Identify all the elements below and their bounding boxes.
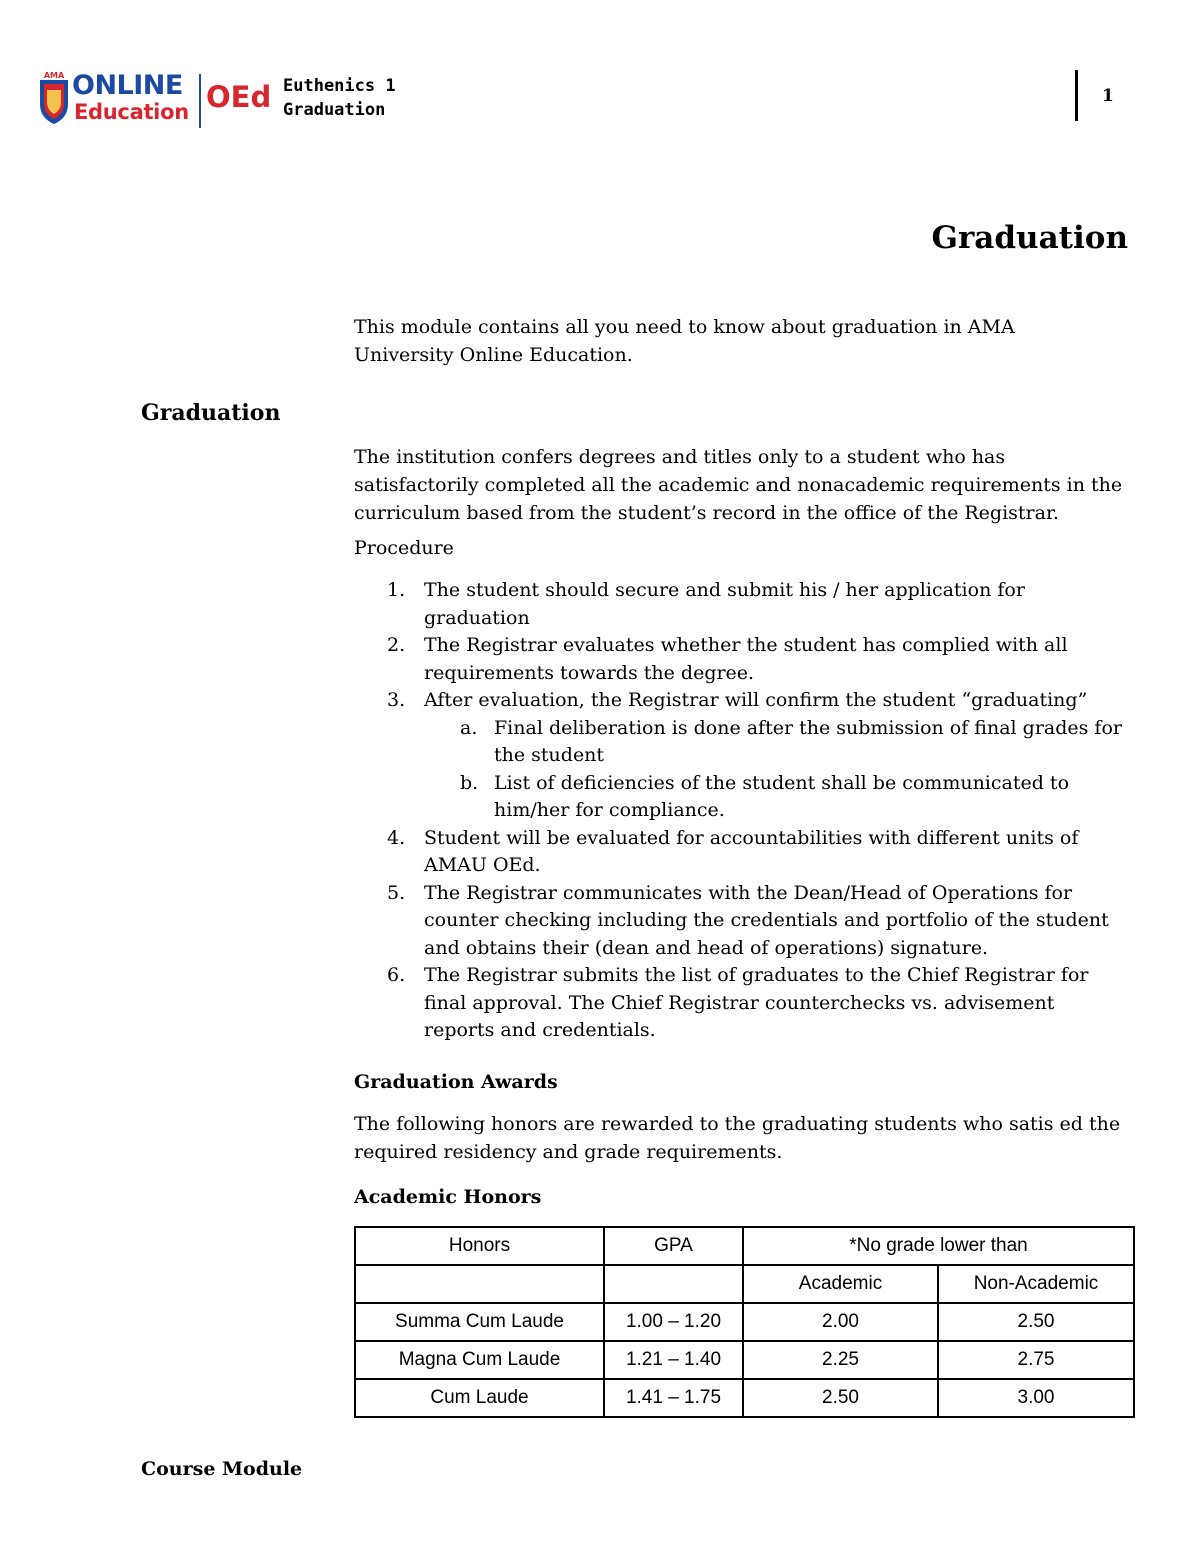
- sub-list-item: b. List of deficiencies of the student shall be communicated to him/her for compliance.: [460, 771, 1070, 821]
- awards-paragraph: The following honors are rewarded to the graduating students who satis ed the required residency and grade requirements.: [354, 1113, 1121, 1163]
- svg-text:AMA: AMA: [43, 71, 65, 80]
- body-paragraph: The institution confers degrees and titles only to a student who has satisfactorily completed all the academic and nonacademic requirements in the curriculum based from the student’s record in the office of the Registrar.: [354, 446, 1123, 524]
- logo-online-text: ONLINE: [72, 70, 183, 101]
- header-non-academic: Non-Academic: [938, 1265, 1134, 1303]
- logo-divider: [199, 74, 201, 128]
- header-honors: Honors: [355, 1227, 604, 1265]
- footer-label: Course Module: [141, 1458, 303, 1480]
- sub-list-item: a. Final deliberation is done after the submission of final grades for the student: [460, 716, 1122, 766]
- honors-heading: Academic Honors: [354, 1186, 542, 1208]
- header-topic: Graduation: [283, 100, 386, 120]
- table-row: Summa Cum Laude 1.00 – 1.20 2.00 2.50: [355, 1303, 1134, 1341]
- header-course-title: Euthenics 1: [283, 76, 396, 96]
- empty-cell: [604, 1265, 743, 1303]
- list-item: 2. The Registrar evaluates whether the student has complied with all requirements towards the degree.: [387, 634, 1068, 684]
- page-number: 1: [1102, 86, 1114, 106]
- awards-heading: Graduation Awards: [354, 1071, 558, 1093]
- list-item: 4. Student will be evaluated for accountabilities with different units of AMAU OEd.: [387, 826, 1079, 876]
- table-subheader-row: [355, 1265, 1134, 1303]
- logo-education-text: Education: [74, 100, 189, 124]
- table-header-row: [355, 1227, 1134, 1265]
- ama-online-education-logo: [36, 70, 276, 134]
- header-no-grade: *No grade lower than: [743, 1227, 1134, 1265]
- list-item: 5. The Registrar communicates with the Dean/Head of Operations for counter checking including the credentials and portfolio of the student and obtains their (dean and head of operations) signature.: [387, 881, 1109, 959]
- procedure-label: Procedure: [354, 537, 454, 559]
- header-divider: [1075, 70, 1078, 121]
- header-academic: Academic: [743, 1265, 938, 1303]
- intro-paragraph: This module contains all you need to know about graduation in AMA University Online Education.: [354, 316, 1015, 366]
- page-title: Graduation: [931, 220, 1128, 256]
- list-item: 3. After evaluation, the Registrar will confirm the student “graduating” a. Final deliberation is done after the submission of final grades for the student b. List of deficiencies of the student shall be communicated to him/her for compliance.: [354, 687, 1124, 825]
- table-row: Magna Cum Laude 1.21 – 1.40 2.25 2.75: [355, 1341, 1134, 1379]
- logo-oed-text: OEd: [206, 80, 272, 114]
- honors-table: [354, 1226, 1135, 1418]
- sub-list: [424, 715, 1124, 825]
- shield-icon: [36, 70, 72, 126]
- empty-cell: [355, 1265, 604, 1303]
- header-course-info: [283, 74, 396, 122]
- list-item: 1. The student should secure and submit his / her application for graduation: [387, 579, 1025, 629]
- list-item: 6. The Registrar submits the list of graduates to the Chief Registrar for final approval. The Chief Registrar counterchecks vs. advisement reports and credentials.: [387, 964, 1089, 1041]
- section-heading: Graduation: [141, 400, 281, 426]
- header-gpa: GPA: [604, 1227, 743, 1265]
- page-header: [36, 66, 1166, 136]
- procedure-list: [354, 577, 1124, 1045]
- table-row: Cum Laude 1.41 – 1.75 2.50 3.00: [355, 1379, 1134, 1417]
